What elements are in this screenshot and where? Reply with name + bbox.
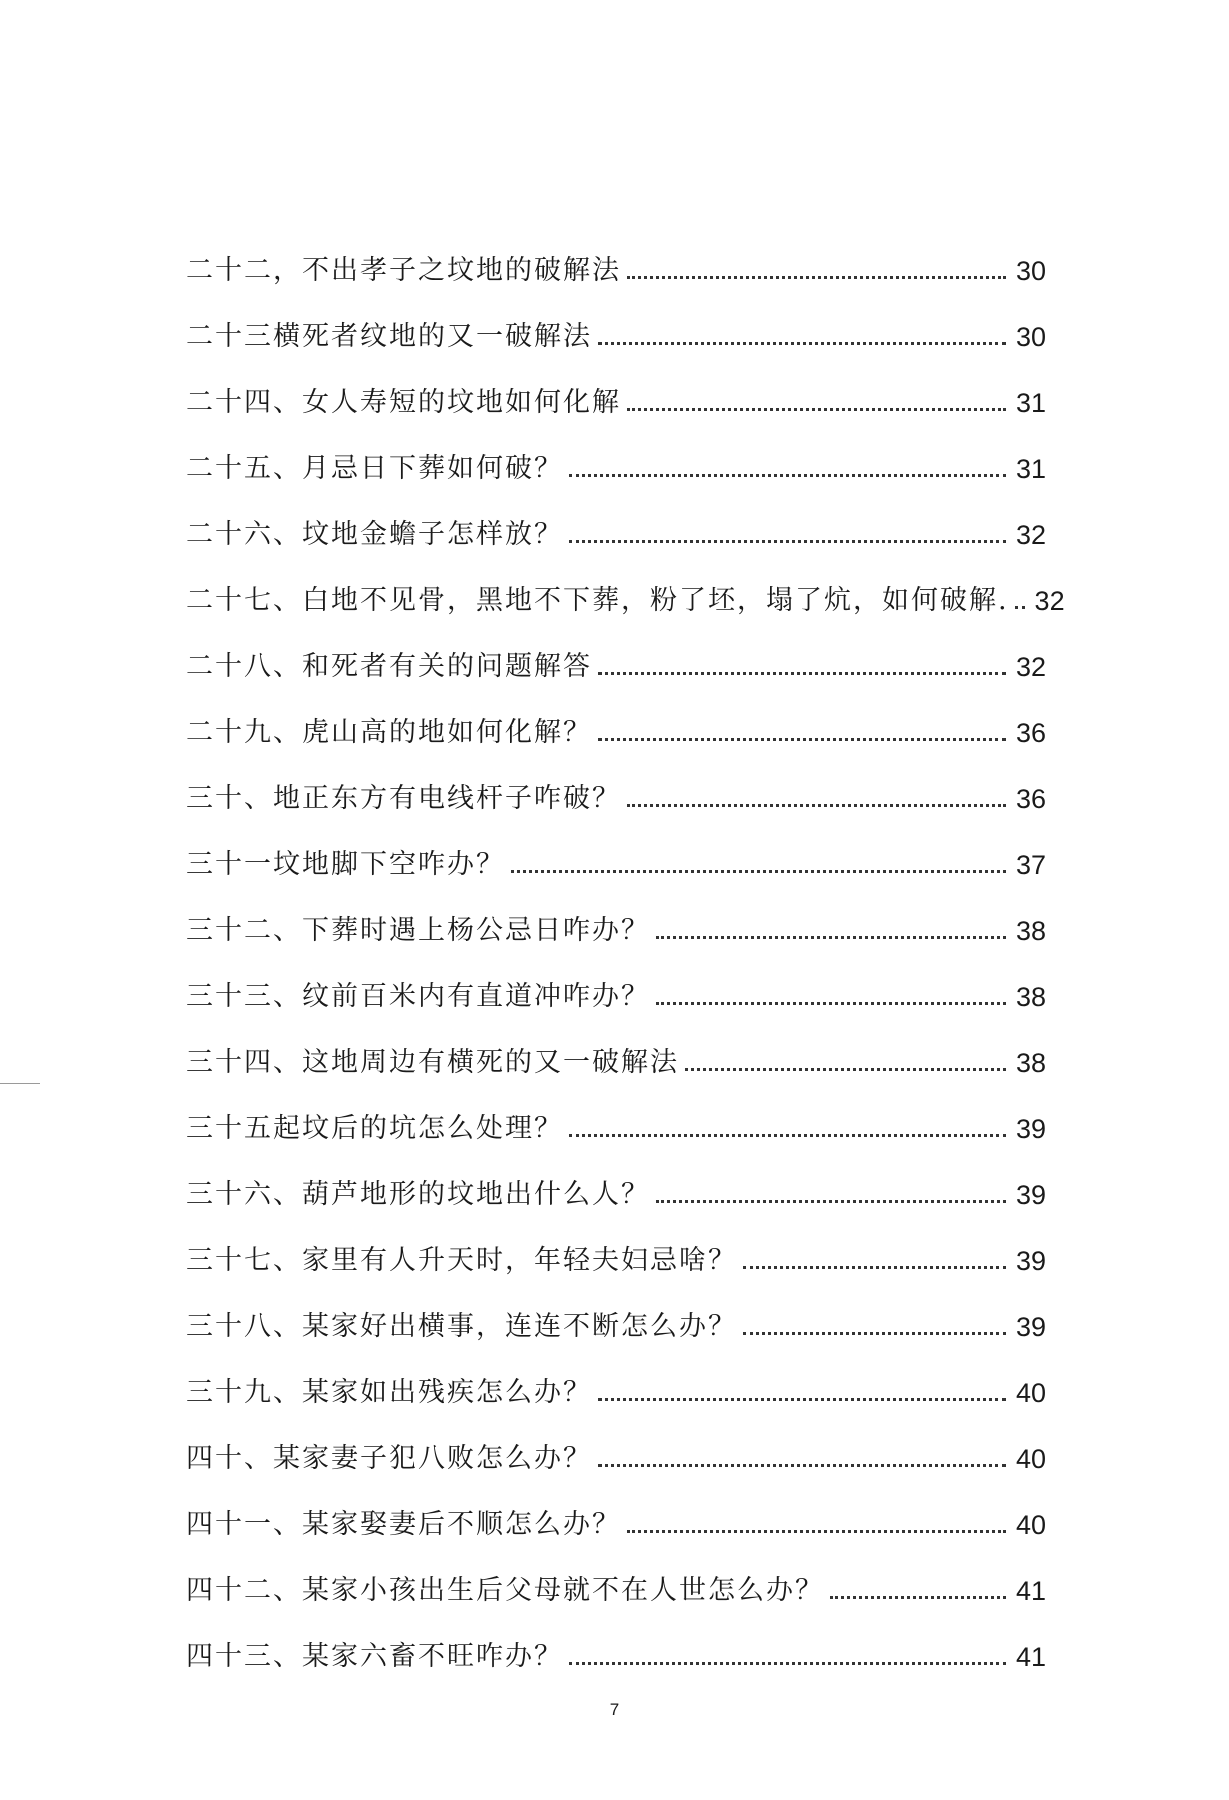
toc-entry-title: 二十九、虎山高的地如何化解？ <box>186 717 592 748</box>
dot-leader <box>627 1530 1006 1533</box>
dot-leader <box>598 1464 1006 1467</box>
toc-entry <box>186 1542 1046 1608</box>
toc-entry-page: 38 <box>1015 1048 1046 1078</box>
toc-entry <box>186 1476 1046 1542</box>
dot-leader <box>598 672 1006 675</box>
scan-artifact-line <box>0 1083 40 1084</box>
dot-leader <box>627 276 1006 279</box>
toc-entry <box>186 486 1046 552</box>
toc-entry <box>186 1014 1046 1080</box>
toc-entry <box>186 354 1046 420</box>
toc-entry-page: 41 <box>1015 1642 1046 1672</box>
dot-leader <box>598 738 1006 741</box>
toc-entry <box>186 750 1046 816</box>
toc-entry-page: 31 <box>1015 388 1046 418</box>
dot-leader <box>569 474 1006 477</box>
toc-entry-page: 38 <box>1015 916 1046 946</box>
toc-entry <box>186 1212 1046 1278</box>
dot-leader <box>627 804 1006 807</box>
toc-entry-title: 二十七、白地不见骨，黑地不下葬，粉了坯，塌了炕，如何破解. <box>186 585 1009 616</box>
toc-entry <box>186 552 1065 618</box>
toc-entry-title: 三十、地正东方有电线杆子咋破？ <box>186 783 621 814</box>
toc-entry-page: 39 <box>1015 1180 1046 1210</box>
toc-entry <box>186 816 1046 882</box>
dot-leader <box>511 870 1006 873</box>
toc-entry-page: 40 <box>1015 1378 1046 1408</box>
toc-entry-title: 四十一、某家娶妻后不顺怎么办？ <box>186 1509 621 1540</box>
toc-entry-title: 三十一坟地脚下空咋办？ <box>186 849 505 880</box>
toc-entry-title: 三十四、这地周边有横死的又一破解法 <box>186 1047 679 1078</box>
dot-leader <box>627 408 1006 411</box>
dot-leader <box>743 1332 1006 1335</box>
toc-entry-title: 三十八、某家好出横事，连连不断怎么办？ <box>186 1311 737 1342</box>
table-of-contents <box>186 222 1065 1674</box>
toc-entry <box>186 420 1046 486</box>
toc-entry-title: 二十八、和死者有关的问题解答 <box>186 651 592 682</box>
toc-entry-title: 二十五、月忌日下葬如何破？ <box>186 453 563 484</box>
toc-entry <box>186 882 1046 948</box>
dot-leader <box>569 540 1006 543</box>
dot-leader <box>598 342 1006 345</box>
toc-entry-page: 30 <box>1015 322 1046 352</box>
toc-entry-title: 四十、某家妻子犯八败怎么办？ <box>186 1443 592 1474</box>
toc-entry <box>186 684 1046 750</box>
dot-leader <box>569 1134 1006 1137</box>
dot-leader <box>656 1002 1006 1005</box>
toc-entry <box>186 1278 1046 1344</box>
toc-entry-title: 四十二、某家小孩出生后父母就不在人世怎么办？ <box>186 1575 824 1606</box>
toc-entry-page: 31 <box>1015 454 1046 484</box>
toc-entry-title: 三十五起坟后的坑怎么处理？ <box>186 1113 563 1144</box>
toc-entry-title: 二十二，不出孝子之坟地的破解法 <box>186 255 621 286</box>
toc-entry-title: 三十二、下葬时遇上杨公忌日咋办？ <box>186 915 650 946</box>
toc-entry <box>186 1410 1046 1476</box>
dot-leader <box>656 1200 1006 1203</box>
toc-entry-page: 32 <box>1034 586 1065 616</box>
toc-entry-title: 三十九、某家如出残疾怎么办？ <box>186 1377 592 1408</box>
toc-entry-title: 三十七、家里有人升天时，年轻夫妇忌啥？ <box>186 1245 737 1276</box>
toc-entry-title: 二十四、女人寿短的坟地如何化解 <box>186 387 621 418</box>
toc-entry-page: 36 <box>1015 718 1046 748</box>
toc-entry <box>186 288 1046 354</box>
toc-entry <box>186 1146 1046 1212</box>
toc-entry-page: 40 <box>1015 1444 1046 1474</box>
toc-entry-title: 二十三横死者纹地的又一破解法 <box>186 321 592 352</box>
toc-entry-page: 37 <box>1015 850 1046 880</box>
toc-entry <box>186 1344 1046 1410</box>
toc-entry-page: 30 <box>1015 256 1046 286</box>
toc-entry <box>186 948 1046 1014</box>
toc-entry-page: 39 <box>1015 1114 1046 1144</box>
toc-entry <box>186 1080 1046 1146</box>
toc-entry-title: 二十六、坟地金蟾子怎样放？ <box>186 519 563 550</box>
toc-entry <box>186 1608 1046 1674</box>
dot-leader <box>1015 606 1025 609</box>
toc-entry-page: 38 <box>1015 982 1046 1012</box>
toc-entry-title: 四十三、某家六畜不旺咋办？ <box>186 1641 563 1672</box>
toc-entry-page: 32 <box>1015 520 1046 550</box>
toc-entry-title: 三十三、纹前百米内有直道冲咋办？ <box>186 981 650 1012</box>
dot-leader <box>743 1266 1006 1269</box>
toc-entry <box>186 618 1046 684</box>
toc-entry-title: 三十六、葫芦地形的坟地出什么人？ <box>186 1179 650 1210</box>
toc-entry-page: 39 <box>1015 1246 1046 1276</box>
page-number: 7 <box>609 1700 620 1719</box>
dot-leader <box>569 1662 1006 1665</box>
toc-entry-page: 41 <box>1015 1576 1046 1606</box>
toc-entry-page: 32 <box>1015 652 1046 682</box>
toc-entry-page: 36 <box>1015 784 1046 814</box>
dot-leader <box>830 1596 1006 1599</box>
toc-entry <box>186 222 1046 288</box>
dot-leader <box>598 1398 1006 1401</box>
dot-leader <box>656 936 1006 939</box>
dot-leader <box>685 1068 1006 1071</box>
toc-entry-page: 40 <box>1015 1510 1046 1540</box>
toc-entry-page: 39 <box>1015 1312 1046 1342</box>
